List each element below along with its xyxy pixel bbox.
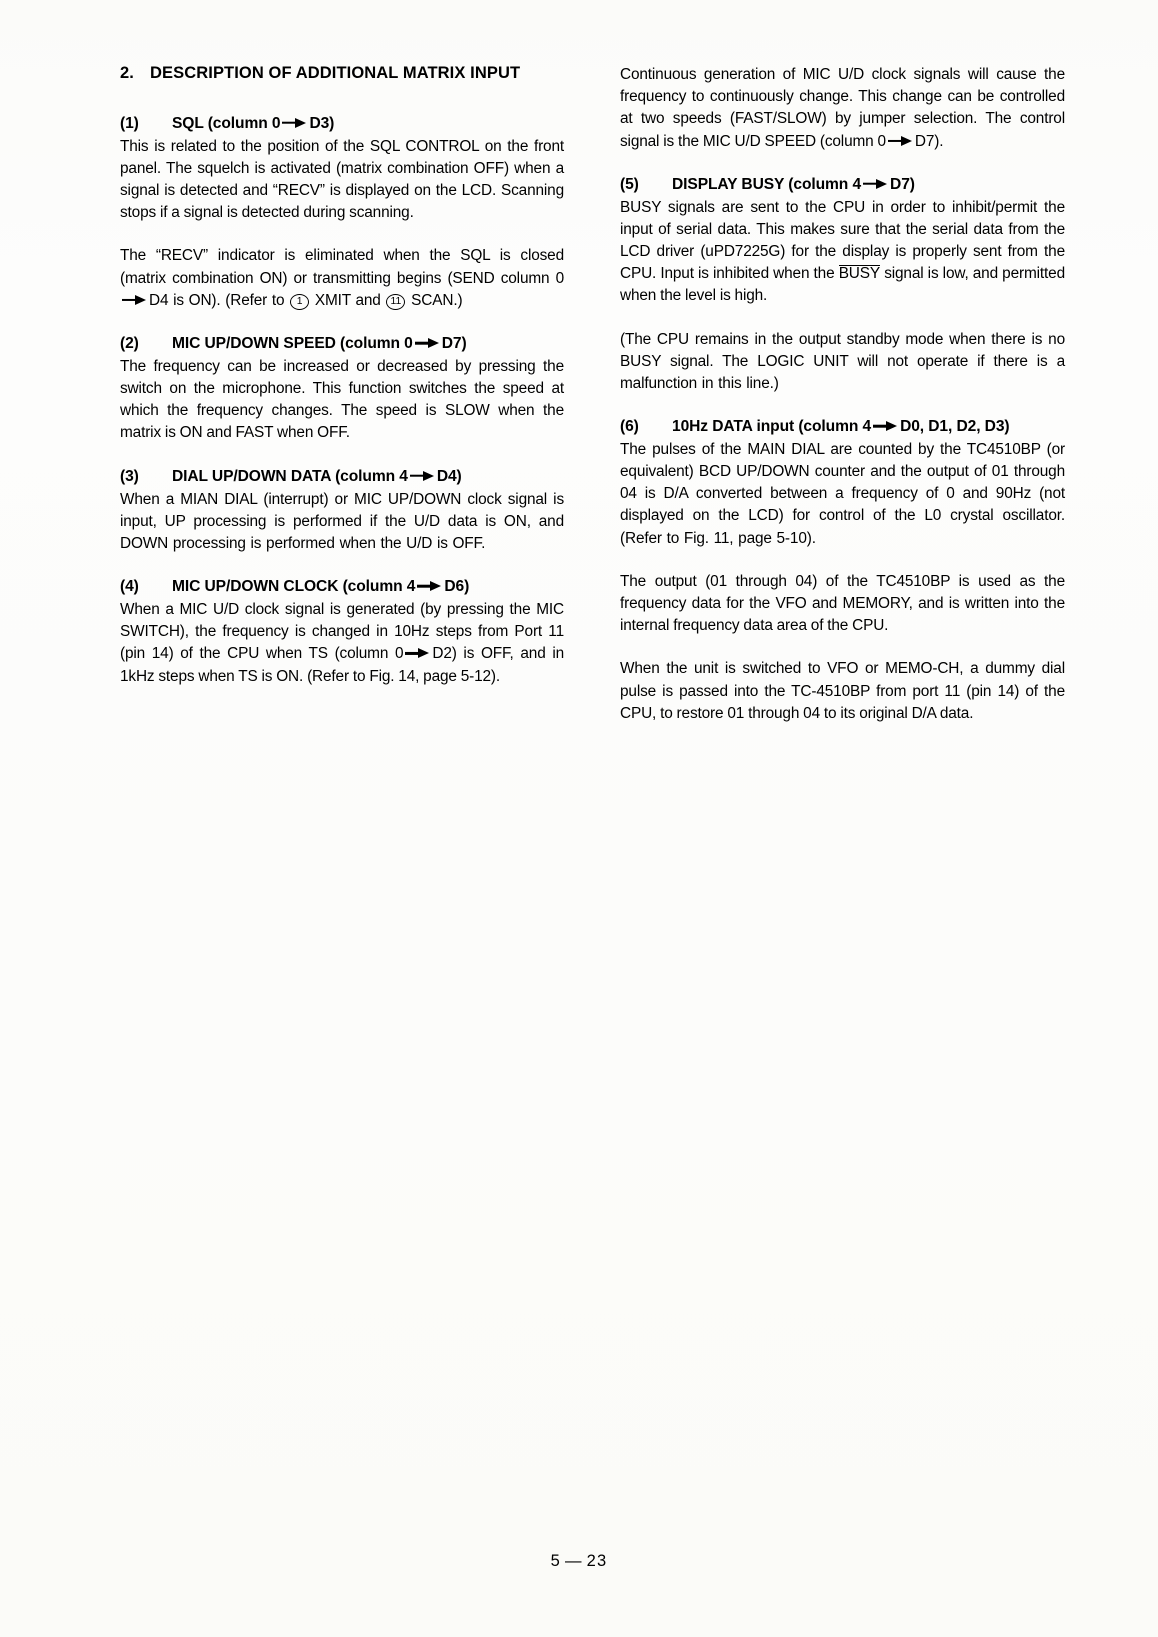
two-column-layout bbox=[120, 64, 1065, 725]
paragraph: The frequency can be increased or decreased by pressing the switch on the microphone. This function switches the speed at which the frequency changes. The speed is SLOW when the matrix is ON and FAST when OFF. bbox=[120, 357, 564, 442]
subsection-heading-1 bbox=[120, 114, 564, 134]
right-arrow-icon bbox=[417, 580, 442, 591]
paragraph: The output (01 through 04) of the TC4510BP is used as the frequency data for the VFO and MEMORY, and is written into the internal frequency data area of the CPU. bbox=[620, 572, 1065, 635]
subsection-title-suffix-1: D3) bbox=[309, 114, 335, 132]
subsection-title-suffix-3: D4) bbox=[436, 467, 462, 485]
paragraph-part: SCAN.) bbox=[411, 291, 463, 309]
section-spacer bbox=[620, 153, 1065, 175]
subsection-heading-5 bbox=[620, 175, 1065, 195]
subsection-heading-3 bbox=[120, 467, 564, 487]
section-title-text: DESCRIPTION OF ADDITIONAL MATRIX INPUT bbox=[150, 64, 521, 82]
section-spacer bbox=[120, 312, 564, 334]
paragraph-part: D7). bbox=[914, 132, 944, 150]
paragraph-part: BUSY signals are sent to the CPU in order to inhibit/permit the input of serial data. This makes sure that the serial data from the LCD driver (uPD7225G) for the display is properly sent from the CPU. Input is inhibited when the bbox=[620, 198, 1065, 283]
subsection-title-suffix-2: D7) bbox=[441, 334, 467, 352]
subsection-title-suffix-6: D0, D1, D2, D3) bbox=[900, 418, 1010, 436]
subsection-title-suffix-5: D7) bbox=[890, 175, 915, 193]
paragraph bbox=[120, 245, 564, 312]
paragraph-part: When a MIC U/D clock signal is generated (by pressing the MIC SWITCH), the frequency is changed in 10Hz steps from Port 11 (pin 14) of the CPU when TS (column 0 bbox=[120, 601, 564, 663]
section-spacer bbox=[620, 395, 1065, 417]
circled-number-icon: 1 bbox=[290, 294, 309, 310]
subsection-title-prefix-2: MIC UP/DOWN SPEED (column 0 bbox=[172, 334, 413, 352]
left-column bbox=[120, 64, 564, 725]
right-arrow-icon bbox=[410, 470, 435, 481]
subsection-title-prefix-4: MIC UP/DOWN CLOCK (column 4 bbox=[172, 578, 416, 596]
subsection-title-prefix-1: SQL (column 0 bbox=[172, 114, 281, 132]
right-arrow-icon bbox=[405, 648, 430, 659]
footer-dash: — bbox=[564, 1552, 583, 1570]
busy-signal-overlined-label: BUSY bbox=[838, 265, 880, 283]
subsection-label-6: (6) bbox=[620, 418, 639, 436]
subsection-label-2: (2) bbox=[120, 334, 139, 352]
subsection-heading-6 bbox=[620, 417, 1065, 437]
paragraph: This is related to the position of the SQL CONTROL on the front panel. The squelch is activated (matrix combination OFF) when a signal is detected and “RECV” is displayed on the LCD. Scanning stops if a signal is detected during scanning. bbox=[120, 137, 564, 222]
subsection-title-prefix-3: DIAL UP/DOWN DATA (column 4 bbox=[172, 467, 408, 485]
subsection-label-1: (1) bbox=[120, 114, 139, 132]
paragraph: (The CPU remains in the output standby mode when there is no BUSY signal. The LOGIC UNIT will not operate if there is a malfunction in this line.) bbox=[620, 330, 1065, 392]
subsection-title-prefix-6: 10Hz DATA input (column 4 bbox=[672, 418, 872, 436]
paragraph: The pulses of the MAIN DIAL are counted by the TC4510BP (or equivalent) BCD UP/DOWN counter and the output of 01 through 04 is D/A converted between a frequency of 0 and 90Hz (not displayed on the LCD) for control of the L0 crystal oscillator. (Refer to Fig. 11, page 5-10). bbox=[620, 440, 1065, 547]
subsection-heading-4 bbox=[120, 577, 564, 597]
paragraph: When a MIAN DIAL (interrupt) or MIC UP/DOWN clock signal is input, UP processing is performed if the U/D data is ON, and DOWN processing is performed when the U/D is OFF. bbox=[120, 490, 564, 552]
paragraph bbox=[120, 599, 564, 688]
subsection-label-4: (4) bbox=[120, 578, 139, 596]
paragraph-spacer bbox=[620, 637, 1065, 658]
paragraph bbox=[620, 197, 1065, 308]
paragraph-part: signal is low, and permitted when the level is high. bbox=[620, 265, 1065, 305]
paragraph-spacer bbox=[620, 308, 1065, 329]
section-spacer bbox=[120, 555, 564, 577]
paragraph-spacer bbox=[120, 224, 564, 245]
paragraph-part: XMIT and bbox=[314, 291, 381, 309]
subsection-label-3: (3) bbox=[120, 467, 139, 485]
subsection-title-prefix-5: DISPLAY BUSY (column 4 bbox=[672, 175, 862, 193]
footer-page-suffix: 23 bbox=[586, 1552, 608, 1570]
page-footer bbox=[0, 1552, 1158, 1571]
page-title bbox=[120, 64, 564, 84]
paragraph-part: D2) is OFF, and in 1kHz steps when TS is ON. (Refer to Fig. 14, page 5-12). bbox=[120, 645, 564, 685]
paragraph bbox=[620, 64, 1065, 153]
right-column bbox=[620, 64, 1065, 725]
subsection-label-5: (5) bbox=[620, 175, 639, 193]
right-arrow-icon bbox=[873, 420, 898, 431]
right-arrow-icon bbox=[282, 117, 307, 128]
subsection-title-suffix-4: D6) bbox=[444, 578, 470, 596]
paragraph: When the unit is switched to VFO or MEMO-CH, a dummy dial pulse is passed into the TC-4510BP from port 11 (pin 14) of the CPU, to restore 01 through 04 to its original D/A data. bbox=[620, 660, 1065, 722]
section-spacer bbox=[120, 445, 564, 467]
paragraph-spacer bbox=[620, 550, 1065, 571]
paragraph-part: The “RECV” indicator is eliminated when the SQL is closed (matrix combination ON) or transmitting begins (SEND column 0 bbox=[120, 247, 564, 287]
footer-page-prefix: 5 bbox=[550, 1552, 561, 1570]
paragraph-part: Continuous generation of MIC U/D clock signals will cause the frequency to continuously change. This change can be controlled at two speeds (FAST/SLOW) by jumper selection. The control signal is the MIC U/D SPEED (column 0 bbox=[620, 66, 1065, 150]
right-arrow-icon bbox=[888, 135, 913, 146]
section-number: 2. bbox=[120, 64, 134, 82]
subsection-heading-2 bbox=[120, 334, 564, 354]
right-arrow-icon bbox=[863, 178, 888, 189]
circled-number-icon: 11 bbox=[386, 294, 405, 310]
right-arrow-icon bbox=[122, 294, 147, 305]
paragraph-part: D4 is ON). (Refer to bbox=[149, 291, 285, 309]
right-arrow-icon bbox=[415, 337, 440, 348]
